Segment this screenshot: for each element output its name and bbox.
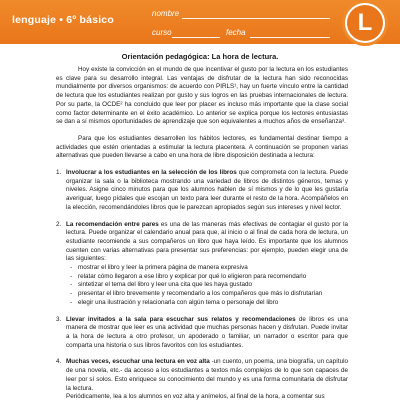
name-field-line[interactable] — [182, 18, 330, 19]
course-field-label: curso — [152, 28, 172, 37]
item-text: -un cuento, un poema, una biografía, un capítulo de una novela, etc.- da acceso a los estudiantes a textos más complejos de lo que son capaces de leer por sí solos. Esto enriquece su conocimiento del mundo y es una forma comunitaria de disfrutar la lectura. — [66, 358, 348, 392]
item-number: 4. — [56, 358, 62, 366]
bullet-item: - elegir una ilustración y relacionarla con algún tema o personaje del libro — [66, 299, 348, 308]
item-number: 1. — [56, 169, 62, 177]
document-body — [56, 66, 348, 402]
intro-paragraph-2: Para que los estudiantes desarrollen los hábitos lectores, es fundamental destinar tiempo a actividades que estén orientadas a estimular la lectura placentera. A continuación se proponen varias alternativas que pueden llevarse a cabo en una hora de libre disposición destinada a lectura: — [56, 134, 348, 160]
item-lead: Llevar invitados a la sala para escuchar sus relatos y recomendaciones — [66, 315, 296, 323]
document-title: Orientación pedagógica: La hora de lectura. — [121, 52, 279, 61]
item-text: de libros es una manera de mostrar que leer es una actividad que muchas personas hacen y disfrutan. Puede invitar a la hora de lectura a otro profesor, un apoderado o familiar, un narrador o escritor para que comparta una historia o sus libros favoritos con los estudiantes. — [66, 315, 348, 349]
bullet-item: - sintetizar el tema del libro y leer una cita que les haya gustado — [66, 281, 348, 290]
item-lead: Involucrar a los estudiantes en la selección de los libros — [66, 169, 237, 177]
list-item-2 — [56, 221, 348, 308]
item-number: 2. — [56, 220, 62, 228]
name-field-label: nombre — [152, 9, 180, 18]
bullet-item: - mostrar el libro y leer la primera página de manera expresiva — [66, 264, 348, 273]
list-item-3 — [56, 316, 348, 351]
date-field-line[interactable] — [250, 37, 330, 38]
list-item-1 — [56, 169, 348, 213]
course-label: lenguaje • 6º básico — [12, 14, 114, 26]
item-extra-text: Periódicamente, lea a los alumnos en voz alta y anímelos, al final de la hora, a comentar sus — [66, 393, 325, 401]
course-field-line[interactable] — [172, 37, 220, 38]
intro-paragraph-1: Hoy existe la convicción en el mundo de que incentivar el gusto por la lectura en los estudiantes es clave para su desarrollo integral. Las ventajas de disfrutar de la lectura han sido reconocidas mundialmente por diversos organismos: de acuerdo con PIRLS¹, hay un fuerte vínculo entre la cantidad de lectura que los estudiantes realizan por gusto y sus logros en las pruebas internacionales de lectura. Por su parte, la OCDE² ha concluido que leer por placer es incluso más importante que la clase social como factor determinante en el éxito académico. Lo anterior se explica porque los lectores entusiastas se dan a sí mismos oportunidades de aprendizaje que son equivalentes a muchos años de enseñanza³. — [56, 66, 348, 126]
item-text: que comprometa con la lectura. Puede organizar la sala o la biblioteca mostrando una variedad de libros de distintos géneros, temas y niveles. Asigne cinco minutos para que los alumnos hablen de sí mismos y de lo que les gustaría averiguar, luego pídales que escojan un texto para leer durante el resto de la hora. Acompáñelos en la elección, recomendándoles libros que le parezcan apropiados según sus intereses y nivel lector. — [66, 169, 348, 211]
subject-logo: L — [347, 5, 383, 41]
bullet-item: - relatar cómo llegaron a ese libro y explicar por qué lo eligieron para recomendarlo — [66, 273, 348, 282]
list-item-4 — [56, 358, 348, 402]
item-number: 3. — [56, 315, 62, 323]
date-field-label: fecha — [226, 28, 246, 37]
item-lead: Muchas veces, escuchar una lectura en voz alta — [66, 358, 210, 366]
item-text: es una de las maneras más efectivas de contagiar el gusto por la lectura. Puede organizar el calendario anual para que, al inicio o al final de cada hora de lectura, un estudiante recomiende a sus compañeros un libro que haya leído. Es importante que los alumnos cuenten con varias alternativas para presentar sus preferencias: por ejemplo, pueden elegir una de las siguientes: — [66, 220, 348, 263]
item-lead: La recomendación entre pares — [66, 220, 159, 228]
bullet-item: - presentar el libro brevemente y recomendarlo a los compañeros que más lo disfrutarían — [66, 290, 348, 299]
